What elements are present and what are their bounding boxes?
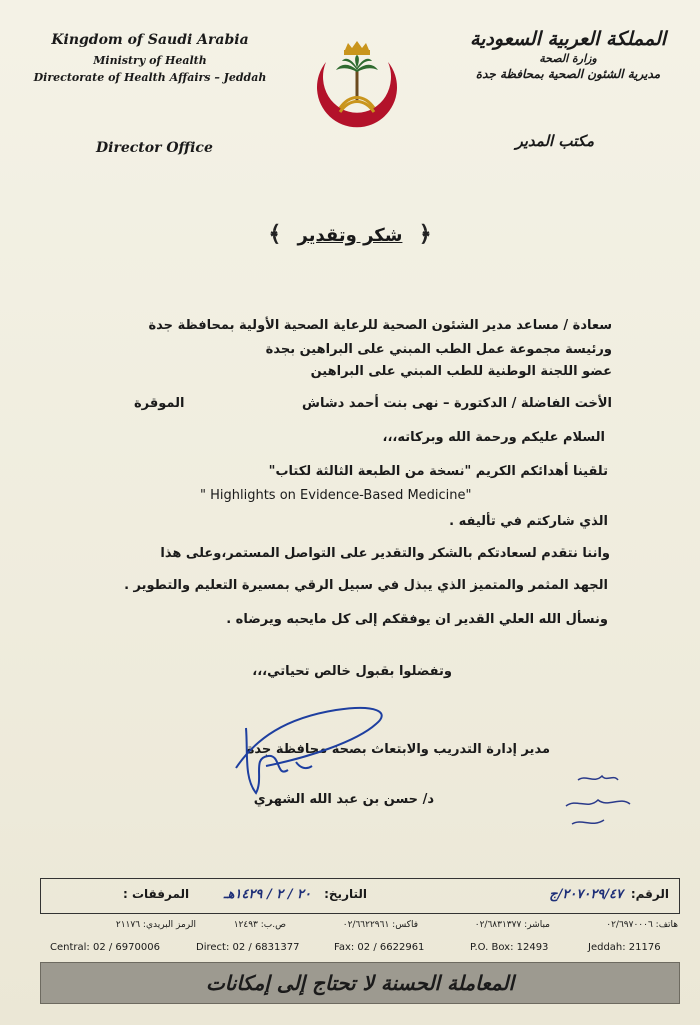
title-text: شكر وتقدير bbox=[297, 225, 403, 246]
footer-motto-band bbox=[40, 962, 680, 1004]
header-en-directorate: Directorate of Health Affairs – Jeddah bbox=[33, 71, 267, 84]
greeting: السلام عليكم ورحمة الله وبركاته،،، bbox=[382, 430, 605, 445]
title-bracket-close: ﴾ bbox=[268, 222, 282, 247]
contact-en-jeddah: Jeddah: 21176 bbox=[588, 942, 661, 953]
header-ar-country: المملكة العربية السعودية bbox=[469, 28, 667, 50]
book-title: " Highlights on Evidence-Based Medicine" bbox=[200, 488, 472, 503]
paragraph-3: ونسأل الله العلي القدير ان يوفقكم إلى كل مايحبه ويرضاه . bbox=[226, 612, 608, 627]
recipient-line: الأخت الفاضلة / الدكتورة – نهى بنت أحمد دشاش bbox=[302, 396, 612, 411]
paragraph-2-line-1: واننا نتقدم لسعادتكم بالشكر والتقدير على التواصل المستمر،وعلى هذا bbox=[160, 546, 610, 561]
reference-date-value: ٢٠ / ٢ / ١٤٢٩هـ bbox=[223, 887, 311, 902]
header-en-ministry: Ministry of Health bbox=[93, 54, 207, 67]
contact-english bbox=[40, 942, 680, 958]
contact-ar-direct: مباشر: ٠٢/٦٨٣١٣٧٧ bbox=[474, 920, 550, 930]
signatory-title: مدير إدارة التدريب والابتعاث بصحة محافظة جدة bbox=[246, 742, 550, 757]
signature-icon bbox=[226, 698, 406, 808]
reference-number-value: ٢٠٧٠٢٩/٤٧/ج bbox=[549, 887, 623, 902]
contact-en-fax: Fax: 02 / 6622961 bbox=[334, 942, 425, 953]
reference-number-label: الرقم: bbox=[630, 887, 669, 901]
header-ar-directorate: مديرية الشئون الصحية بمحافظة جدة bbox=[475, 67, 661, 81]
director-office-en: Director Office bbox=[96, 140, 213, 156]
footer-motto: المعاملة الحسنة لا تحتاج إلى إمكانات bbox=[205, 971, 515, 995]
contact-en-central: Central: 02 / 6970006 bbox=[50, 942, 160, 953]
contact-ar-phone: هاتف: ٠٢/٦٩٧٠٠٠٦ bbox=[606, 920, 678, 930]
header-english bbox=[30, 32, 270, 84]
ministry-emblem-icon bbox=[312, 40, 402, 140]
addressee-line-1: سعادة / مساعد مدير الشئون الصحية للرعاية الصحية الأولية بمحافظة جدة bbox=[148, 318, 612, 333]
paragraph-1-line-1: تلقينا أهدائكم الكريم "نسخة من الطبعة الثالثة لكتاب" bbox=[268, 464, 608, 479]
contact-arabic bbox=[40, 920, 680, 936]
addressee-line-2: ورئيسة مجموعة عمل الطب المبني على البراهين بجدة bbox=[265, 342, 612, 357]
handwritten-note-icon bbox=[558, 768, 638, 838]
letter-title bbox=[0, 222, 700, 247]
contact-ar-postal: الرمز البريدي: ٢١١٧٦ bbox=[115, 920, 196, 930]
header-ar-ministry: وزارة الصحة bbox=[539, 52, 597, 65]
recipient-honorific: الموقرة bbox=[134, 396, 185, 411]
director-office-ar: مكتب المدير bbox=[515, 132, 594, 150]
signatory-name: د/ حسن بن عبد الله الشهري bbox=[253, 792, 434, 807]
title-bracket-open: ﴿ bbox=[418, 222, 432, 247]
contact-en-pobox: P.O. Box: 12493 bbox=[470, 942, 549, 953]
addressee-line-3: عضو اللجنة الوطنية للطب المبني على البراهين bbox=[310, 364, 612, 379]
paragraph-2-line-2: الجهد المثمر والمتميز الذي يبذل في سبيل الرقي بمسيرة التعليم والتطوير . bbox=[124, 578, 608, 593]
contact-ar-pobox: ص.ب: ١٢٤٩٣ bbox=[233, 920, 286, 930]
header-arabic bbox=[458, 28, 678, 81]
closing: وتفضلوا بقبول خالص تحياتي،،، bbox=[252, 664, 452, 679]
reference-box bbox=[40, 878, 680, 914]
paragraph-1-line-3: الذي شاركتم في تأليفه . bbox=[449, 514, 608, 529]
reference-attachments-label: المرفقات : bbox=[123, 887, 190, 901]
contact-ar-fax: فاكس: ٠٢/٦٦٢٢٩٦١ bbox=[342, 920, 418, 930]
reference-date-label: التاريخ: bbox=[324, 887, 367, 901]
header-en-country: Kingdom of Saudi Arabia bbox=[51, 32, 249, 48]
contact-en-direct: Direct: 02 / 6831377 bbox=[196, 942, 300, 953]
